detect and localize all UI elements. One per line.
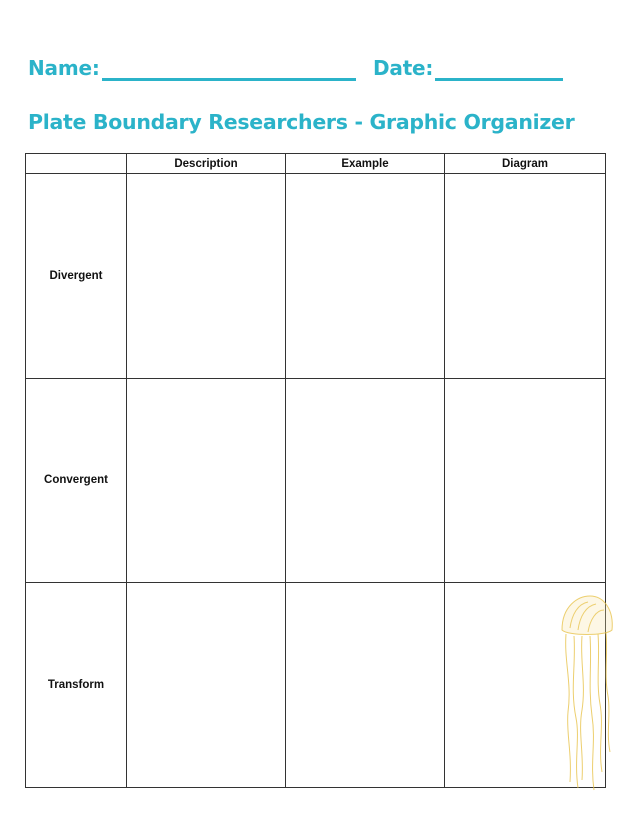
table-row-divergent bbox=[26, 174, 606, 379]
cell-transform-diagram[interactable] bbox=[445, 583, 606, 788]
date-field[interactable] bbox=[435, 78, 563, 81]
header-description: Description bbox=[127, 154, 286, 174]
row-label-convergent: Convergent bbox=[26, 378, 127, 583]
name-field[interactable] bbox=[102, 78, 356, 81]
name-label: Name: bbox=[28, 56, 100, 80]
cell-divergent-description[interactable] bbox=[127, 174, 286, 379]
cell-transform-description[interactable] bbox=[127, 583, 286, 788]
row-label-transform: Transform bbox=[26, 583, 127, 788]
row-label-divergent: Divergent bbox=[26, 174, 127, 379]
name-date-row bbox=[28, 52, 588, 86]
header-corner-cell bbox=[26, 154, 127, 174]
date-label: Date: bbox=[373, 56, 434, 80]
table-header-row bbox=[26, 154, 606, 174]
page-title: Plate Boundary Researchers - Graphic Organizer bbox=[28, 110, 575, 134]
header-example: Example bbox=[286, 154, 445, 174]
cell-convergent-diagram[interactable] bbox=[445, 378, 606, 583]
table-row-transform bbox=[26, 583, 606, 788]
cell-divergent-example[interactable] bbox=[286, 174, 445, 379]
cell-convergent-example[interactable] bbox=[286, 378, 445, 583]
header-diagram: Diagram bbox=[445, 154, 606, 174]
cell-transform-example[interactable] bbox=[286, 583, 445, 788]
table-row-convergent bbox=[26, 378, 606, 583]
cell-convergent-description[interactable] bbox=[127, 378, 286, 583]
cell-divergent-diagram[interactable] bbox=[445, 174, 606, 379]
graphic-organizer-table bbox=[25, 153, 606, 788]
